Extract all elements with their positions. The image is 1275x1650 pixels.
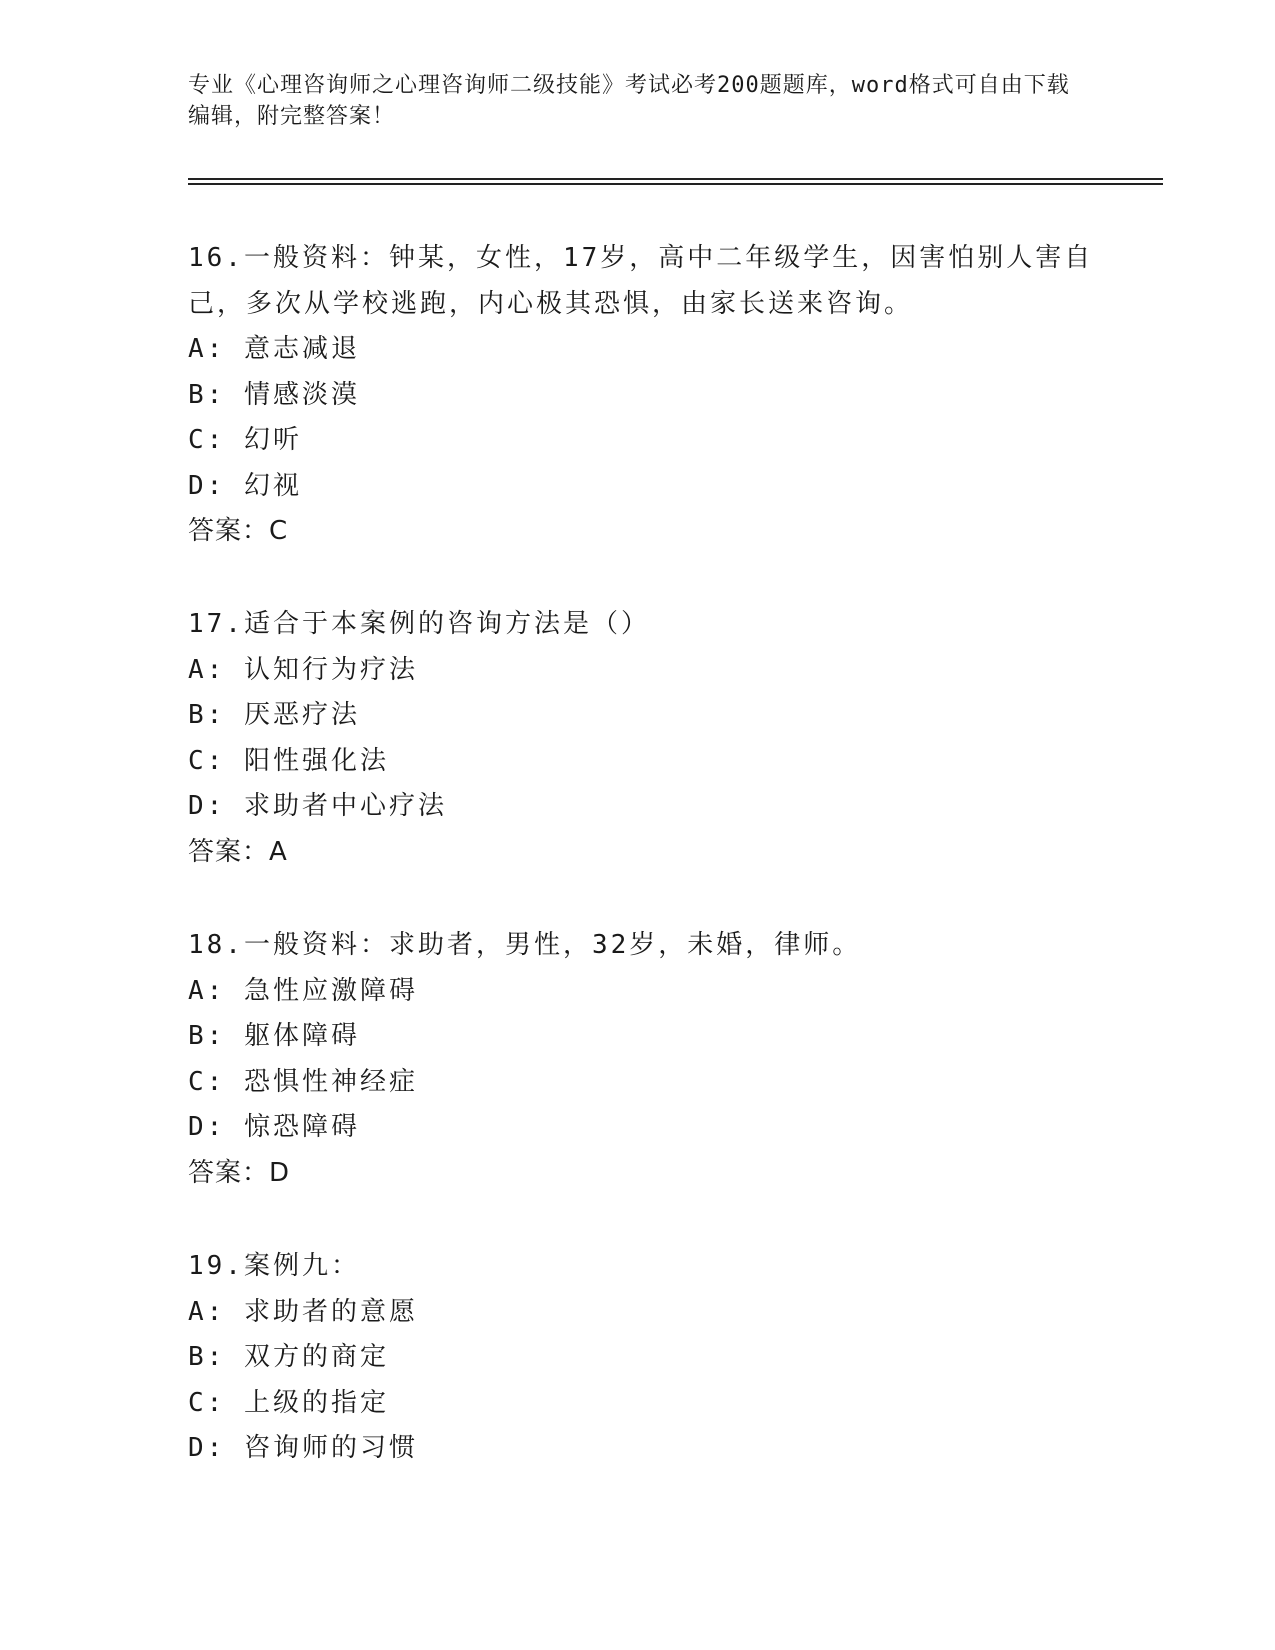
question-stem: 19.案例九：: [188, 1251, 360, 1281]
question-18: [188, 923, 1108, 1196]
answer-line: 答案：C: [188, 516, 289, 546]
question-stem: 17.适合于本案例的咨询方法是（）: [188, 609, 650, 639]
option-d: D: 求助者中心疗法: [188, 791, 447, 821]
option-c: C: 幻听: [188, 425, 302, 455]
question-17: [188, 602, 1108, 875]
option-b: B: 躯体障碍: [188, 1021, 360, 1051]
option-d: D: 惊恐障碍: [188, 1112, 360, 1142]
option-c: C: 上级的指定: [188, 1387, 389, 1418]
option-a: A: 意志减退: [188, 334, 360, 364]
option-a: A: 认知行为疗法: [188, 654, 418, 685]
answer-line: 答案：A: [188, 836, 288, 867]
question-19: [188, 1244, 1108, 1472]
question-16: [188, 236, 1108, 555]
header-divider-bottom: [188, 183, 1163, 185]
option-d: D: 咨询师的习惯: [188, 1433, 418, 1463]
option-b: B: 情感淡漠: [188, 379, 360, 410]
document-header: [188, 70, 1078, 132]
option-c: C: 恐惧性神经症: [188, 1066, 418, 1097]
option-b: B: 厌恶疗法: [188, 700, 360, 730]
option-b: B: 双方的商定: [188, 1342, 389, 1372]
header-intro-text: 专业《心理咨询师之心理咨询师二级技能》考试必考200题题库，word格式可自由下载编辑，附完整答案！: [188, 73, 1070, 129]
option-a: A: 急性应激障碍: [188, 975, 418, 1006]
question-stem: 16.一般资料：钟某，女性，17岁，高中二年级学生，因害怕别人害自己，多次从学校逃跑，内心极其恐惧，由家长送来咨询。: [188, 243, 1094, 319]
option-a: A: 求助者的意愿: [188, 1296, 418, 1327]
option-c: C: 阳性强化法: [188, 745, 389, 776]
option-d: D: 幻视: [188, 470, 302, 501]
answer-line: 答案：D: [188, 1157, 291, 1188]
question-stem: 18.一般资料：求助者，男性，32岁，未婚，律师。: [188, 930, 862, 960]
header-divider-top: [188, 178, 1163, 180]
